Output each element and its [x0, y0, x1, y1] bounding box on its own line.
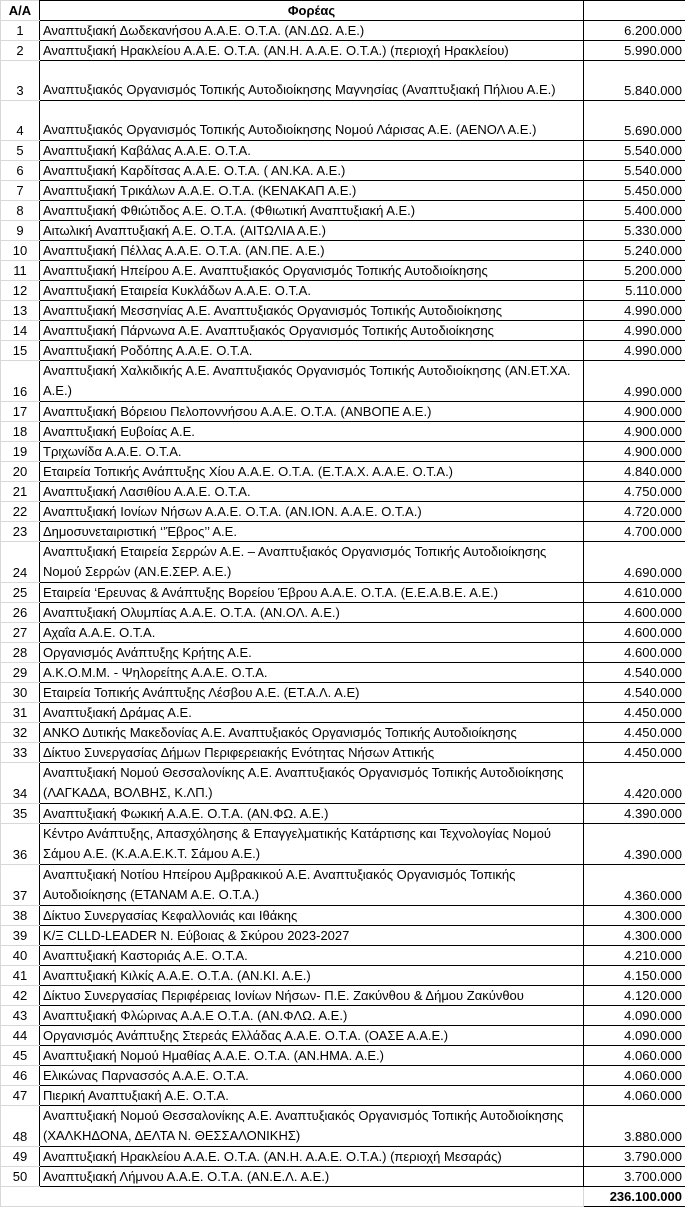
row-number[interactable]: 20 [1, 462, 40, 482]
table-row [1, 61, 685, 101]
row-amount[interactable]: 4.900.000 [584, 402, 685, 422]
table-row [1, 1066, 685, 1086]
row-amount[interactable]: 5.690.000 [584, 101, 685, 141]
row-amount[interactable]: 5.330.000 [584, 221, 685, 241]
row-amount[interactable]: 5.200.000 [584, 261, 685, 281]
table-row [1, 703, 685, 723]
table-row [1, 683, 685, 703]
row-number[interactable]: 42 [1, 986, 40, 1006]
row-name[interactable]: Αναπτυξιακή Μεσσηνίας Α.Ε. Αναπτυξιακός Οργανισμός Τοπικής Αυτοδιοίκησης [40, 301, 584, 321]
table-row [1, 926, 685, 946]
row-amount[interactable]: 4.060.000 [584, 1046, 685, 1066]
row-name[interactable]: Αχαΐα Α.Α.Ε. Ο.Τ.Α. [40, 623, 584, 643]
row-amount[interactable]: 4.450.000 [584, 723, 685, 743]
row-name[interactable]: Αναπτυξιακή Χαλκιδικής Α.Ε. Αναπτυξιακός Οργανισμός Τοπικής Αυτοδιοίκησης (ΑΝ.ΕΤ.ΧΑ. Α.Ε.) [40, 361, 584, 402]
row-number[interactable]: 26 [1, 603, 40, 623]
header-row [1, 1, 685, 21]
row-number[interactable]: 50 [1, 1167, 40, 1187]
row-amount[interactable]: 4.690.000 [584, 542, 685, 583]
row-number[interactable]: 38 [1, 906, 40, 926]
row-name[interactable]: Αναπτυξιακή Ηπείρου Α.Ε. Αναπτυξιακός Οργανισμός Τοπικής Αυτοδιοίκησης [40, 261, 584, 281]
row-number[interactable]: 10 [1, 241, 40, 261]
row-name[interactable]: Αναπτυξιακή Κιλκίς Α.Α.Ε. Ο.Τ.Α. (ΑΝ.ΚΙ. Α.Ε.) [40, 966, 584, 986]
table-row [1, 201, 685, 221]
table-row [1, 763, 685, 804]
row-name[interactable]: Αναπτυξιακή Ευβοίας Α.Ε. [40, 422, 584, 442]
row-amount[interactable]: 4.840.000 [584, 462, 685, 482]
table-row [1, 1147, 685, 1167]
row-amount[interactable]: 4.900.000 [584, 422, 685, 442]
row-number[interactable]: 37 [1, 865, 40, 906]
row-number[interactable]: 31 [1, 703, 40, 723]
row-name[interactable]: Ελικώνας Παρνασσός Α.Α.Ε. Ο.Τ.Α. [40, 1066, 584, 1086]
row-name[interactable]: Κ/Ξ CLLD-LEADER Ν. Εύβοιας & Σκύρου 2023-2027 [40, 926, 584, 946]
table-row [1, 1046, 685, 1066]
row-number[interactable]: 25 [1, 583, 40, 603]
row-name[interactable]: Αναπτυξιακή Βόρειου Πελοποννήσου Α.Α.Ε. Ο.Τ.Α. (ΑΝΒΟΠΕ Α.Ε.) [40, 402, 584, 422]
row-name[interactable]: Αναπτυξιακή Δωδεκανήσου Α.Α.Ε. Ο.Τ.Α. (ΑΝ.ΔΩ. Α.Ε.) [40, 21, 584, 41]
row-amount[interactable]: 5.990.000 [584, 41, 685, 61]
row-name[interactable]: Οργανισμός Ανάπτυξης Κρήτης Α.Ε. [40, 643, 584, 663]
row-number[interactable]: 14 [1, 321, 40, 341]
table-row [1, 906, 685, 926]
row-number[interactable]: 47 [1, 1086, 40, 1106]
row-name[interactable]: Αναπτυξιακή Νομού Ημαθίας Α.Α.Ε. Ο.Τ.Α. (ΑΝ.ΗΜΑ. Α.Ε.) [40, 1046, 584, 1066]
row-name[interactable]: Τριχωνίδα Α.Α.Ε. Ο.Τ.Α. [40, 442, 584, 462]
row-name[interactable]: Αναπτυξιακή Εταιρεία Σερρών Α.Ε. – Αναπτυξιακός Οργανισμός Τοπικής Αυτοδιοίκησης Νομού Σερρών (ΑΝ.Ε.ΣΕΡ. Α.Ε.) [40, 542, 584, 583]
row-number[interactable]: 28 [1, 643, 40, 663]
row-number[interactable]: 23 [1, 522, 40, 542]
row-name[interactable]: Δίκτυο Συνεργασίας Κεφαλλονιάς και Ιθάκης [40, 906, 584, 926]
table-body [1, 21, 685, 1187]
table-row [1, 1106, 685, 1147]
row-amount[interactable]: 4.750.000 [584, 482, 685, 502]
row-amount[interactable]: 3.880.000 [584, 1106, 685, 1147]
table-row [1, 41, 685, 61]
row-amount[interactable]: 4.420.000 [584, 763, 685, 804]
table-row [1, 221, 685, 241]
table-row [1, 301, 685, 321]
row-amount[interactable]: 4.360.000 [584, 865, 685, 906]
row-amount[interactable]: 5.540.000 [584, 141, 685, 161]
table-row [1, 865, 685, 906]
row-number[interactable]: 16 [1, 361, 40, 402]
row-name[interactable]: Αναπτυξιακή Καστοριάς Α.Ε. Ο.Τ.Α. [40, 946, 584, 966]
table-row [1, 663, 685, 683]
row-name[interactable]: Αναπτυξιακή Ηρακλείου Α.Α.Ε. Ο.Τ.Α. (ΑΝ.Η. Α.Α.Ε. Ο.Τ.Α.) (περιοχή Μεσαράς) [40, 1147, 584, 1167]
table-row [1, 141, 685, 161]
row-name[interactable]: Αναπτυξιακή Φλώρινας Α.Α.Ε Ο.Τ.Α. (ΑΝ.ΦΛΩ. Α.Ε.) [40, 1006, 584, 1026]
table-row [1, 281, 685, 301]
row-number[interactable]: 36 [1, 824, 40, 865]
total-aa-cell[interactable] [1, 1187, 40, 1207]
table-row [1, 261, 685, 281]
table-row [1, 482, 685, 502]
table-row [1, 402, 685, 422]
row-name[interactable]: Αναπτυξιακή Νομού Θεσσαλονίκης Α.Ε. Αναπτυξιακός Οργανισμός Τοπικής Αυτοδιοίκησης (ΛΑΓΚΑΔΑ, ΒΟΛΒΗΣ, Κ.ΛΠ.) [40, 763, 584, 804]
row-number[interactable]: 49 [1, 1147, 40, 1167]
row-name[interactable]: Εταιρεία Τοπικής Ανάπτυξης Λέσβου Α.Ε. (ΕΤ.Α.Λ. Α.Ε) [40, 683, 584, 703]
row-number[interactable]: 15 [1, 341, 40, 361]
row-amount[interactable]: 4.090.000 [584, 1026, 685, 1046]
row-name[interactable]: Αναπτυξιακή Νομού Θεσσαλονίκης Α.Ε. Αναπτυξιακός Οργανισμός Τοπικής Αυτοδιοίκησης (ΧΑΛΚΗΔΟΝΑ, ΔΕΛΤΑ Ν. ΘΕΣΣΑΛΟΝΙΚΗΣ) [40, 1106, 584, 1147]
row-amount[interactable]: 4.090.000 [584, 1006, 685, 1026]
row-number[interactable]: 45 [1, 1046, 40, 1066]
row-name[interactable]: Οργανισμός Ανάπτυξης Στερεάς Ελλάδας Α.Α.Ε. Ο.Τ.Α. (ΟΑΣΕ Α.Α.Ε.) [40, 1026, 584, 1046]
row-number[interactable]: 29 [1, 663, 40, 683]
row-number[interactable]: 21 [1, 482, 40, 502]
table-row [1, 161, 685, 181]
row-amount[interactable]: 4.150.000 [584, 966, 685, 986]
row-amount[interactable]: 3.790.000 [584, 1147, 685, 1167]
table-row [1, 361, 685, 402]
row-amount[interactable]: 4.600.000 [584, 643, 685, 663]
row-amount[interactable]: 4.540.000 [584, 663, 685, 683]
row-name[interactable]: Αναπτυξιακή Ηρακλείου Α.Α.Ε. Ο.Τ.Α. (ΑΝ.Η. Α.Α.Ε. Ο.Τ.Α.) (περιοχή Ηρακλείου) [40, 41, 584, 61]
table-row [1, 1026, 685, 1046]
row-number[interactable]: 43 [1, 1006, 40, 1026]
row-amount[interactable]: 5.110.000 [584, 281, 685, 301]
row-number[interactable]: 24 [1, 542, 40, 583]
row-name[interactable]: Αναπτυξιακή Δράμας Α.Ε. [40, 703, 584, 723]
header-aa[interactable]: Α/Α [1, 1, 40, 21]
table-row [1, 101, 685, 141]
row-number[interactable]: 5 [1, 141, 40, 161]
row-number[interactable]: 22 [1, 502, 40, 522]
row-number[interactable]: 7 [1, 181, 40, 201]
row-number[interactable]: 8 [1, 201, 40, 221]
table-row [1, 1167, 685, 1187]
table-row [1, 804, 685, 824]
row-amount[interactable]: 5.840.000 [584, 61, 685, 101]
row-amount[interactable]: 4.390.000 [584, 804, 685, 824]
row-name[interactable]: Αναπτυξιακή Ροδόπης Α.Α.Ε. Ο.Τ.Α. [40, 341, 584, 361]
table-row [1, 442, 685, 462]
row-number[interactable]: 4 [1, 101, 40, 141]
row-number[interactable]: 6 [1, 161, 40, 181]
row-name[interactable]: Αναπτυξιακή Νοτίου Ηπείρου Αμβρακικού Α.Ε. Αναπτυξιακός Οργανισμός Τοπικής Αυτοδιοίκησης (ΕΤΑΝΑΜ Α.Ε. Ο.Τ.Α.) [40, 865, 584, 906]
row-amount[interactable]: 3.700.000 [584, 1167, 685, 1187]
table-row [1, 341, 685, 361]
row-name[interactable]: Αναπτυξιακή Εταιρεία Κυκλάδων Α.Α.Ε. Ο.Τ.Α. [40, 281, 584, 301]
row-name[interactable]: Αιτωλική Αναπτυξιακή Α.Ε. Ο.Τ.Α. (ΑΙΤΩΛΙΑ Α.Ε.) [40, 221, 584, 241]
header-name[interactable]: Φορέας [40, 1, 584, 21]
row-amount[interactable]: 4.390.000 [584, 824, 685, 865]
row-number[interactable]: 17 [1, 402, 40, 422]
row-amount[interactable]: 6.200.000 [584, 21, 685, 41]
row-amount[interactable]: 4.990.000 [584, 361, 685, 402]
row-name[interactable]: Αναπτυξιακή Πέλλας Α.Α.Ε. Ο.Τ.Α. (ΑΝ.ΠΕ. Α.Ε.) [40, 241, 584, 261]
row-name[interactable]: Αναπτυξιακή Ιονίων Νήσων Α.Α.Ε. Ο.Τ.Α. (ΑΝ.ΙΟΝ. Α.Α.Ε. Ο.Τ.Α.) [40, 502, 584, 522]
table-row [1, 422, 685, 442]
row-amount[interactable]: 4.990.000 [584, 341, 685, 361]
row-name[interactable]: Δίκτυο Συνεργασίας Δήμων Περιφερειακής Ενότητας Νήσων Αττικής [40, 743, 584, 763]
row-number[interactable]: 1 [1, 21, 40, 41]
row-number[interactable]: 46 [1, 1066, 40, 1086]
row-amount[interactable]: 4.300.000 [584, 906, 685, 926]
total-label-cell[interactable] [40, 1187, 584, 1207]
row-number[interactable]: 41 [1, 966, 40, 986]
row-amount[interactable]: 4.450.000 [584, 703, 685, 723]
row-amount[interactable]: 4.700.000 [584, 522, 685, 542]
row-name[interactable]: Αναπτυξιακή Λασιθίου Α.Α.Ε. Ο.Τ.Α. [40, 482, 584, 502]
table-row [1, 583, 685, 603]
row-number[interactable]: 3 [1, 61, 40, 101]
row-name[interactable]: Αναπτυξιακή Ολυμπίας Α.Α.Ε. Ο.Τ.Α. (ΑΝ.ΟΛ. Α.Ε.) [40, 603, 584, 623]
table-row [1, 1006, 685, 1026]
row-number[interactable]: 13 [1, 301, 40, 321]
table-row [1, 241, 685, 261]
row-number[interactable]: 12 [1, 281, 40, 301]
row-amount[interactable]: 4.120.000 [584, 986, 685, 1006]
row-amount[interactable]: 4.210.000 [584, 946, 685, 966]
table-row [1, 623, 685, 643]
table-row [1, 522, 685, 542]
row-name[interactable]: Αναπτυξιακή Καρδίτσας Α.Α.Ε. Ο.Τ.Α. ( ΑΝ.ΚΑ. Α.Ε.) [40, 161, 584, 181]
row-number[interactable]: 39 [1, 926, 40, 946]
row-name[interactable]: Δημοσυνεταιριστική ‘’Έβρος’’ Α.Ε. [40, 522, 584, 542]
row-amount[interactable]: 4.600.000 [584, 603, 685, 623]
table-row [1, 643, 685, 663]
row-number[interactable]: 11 [1, 261, 40, 281]
row-amount[interactable]: 4.450.000 [584, 743, 685, 763]
table-row [1, 181, 685, 201]
row-name[interactable]: ΑΝΚΟ Δυτικής Μακεδονίας Α.Ε. Αναπτυξιακός Οργανισμός Τοπικής Αυτοδιοίκησης [40, 723, 584, 743]
row-name[interactable]: Αναπτυξιακή Τρικάλων Α.Α.Ε. Ο.Τ.Α. (ΚΕΝΑΚΑΠ Α.Ε.) [40, 181, 584, 201]
table-row [1, 946, 685, 966]
row-amount[interactable]: 4.600.000 [584, 623, 685, 643]
row-name[interactable]: Αναπτυξιακή Πάρνωνα Α.Ε. Αναπτυξιακός Οργανισμός Τοπικής Αυτοδιοίκησης [40, 321, 584, 341]
row-number[interactable]: 40 [1, 946, 40, 966]
row-number[interactable]: 18 [1, 422, 40, 442]
row-amount[interactable]: 5.400.000 [584, 201, 685, 221]
table-row [1, 21, 685, 41]
table-row [1, 723, 685, 743]
table-row [1, 824, 685, 865]
row-number[interactable]: 32 [1, 723, 40, 743]
row-number[interactable]: 27 [1, 623, 40, 643]
row-amount[interactable]: 4.540.000 [584, 683, 685, 703]
row-name[interactable]: Πιερική Αναπτυξιακή Α.Ε. Ο.Τ.Α. [40, 1086, 584, 1106]
table-row [1, 502, 685, 522]
total-row [1, 1187, 685, 1207]
table-row [1, 966, 685, 986]
table-row [1, 986, 685, 1006]
row-name[interactable]: Κέντρο Ανάπτυξης, Απασχόλησης & Επαγγελματικής Κατάρτισης και Τεχνολογίας Νομού Σάμου Α.Ε. (Κ.Α.Α.Ε.Κ.Τ. Σάμου Α.Ε.) [40, 824, 584, 865]
header-amount[interactable] [584, 1, 685, 21]
row-amount[interactable]: 4.610.000 [584, 583, 685, 603]
row-amount[interactable]: 4.990.000 [584, 321, 685, 341]
row-number[interactable]: 33 [1, 743, 40, 763]
table-row [1, 1086, 685, 1106]
row-name[interactable]: Εταιρεία ‘Ερευνας & Ανάπτυξης Βορείου Έβρου Α.Α.Ε. Ο.Τ.Α. (Ε.Ε.Α.Β.Ε. Α.Ε.) [40, 583, 584, 603]
row-name[interactable]: Αναπτυξιακή Φθιώτιδος Α.Ε. Ο.Τ.Α. (Φθιωτική Αναπτυξιακή Α.Ε.) [40, 201, 584, 221]
table-row [1, 321, 685, 341]
row-amount[interactable]: 4.990.000 [584, 301, 685, 321]
row-amount[interactable]: 5.540.000 [584, 161, 685, 181]
row-name[interactable]: Αναπτυξιακός Οργανισμός Τοπικής Αυτοδιοίκησης Μαγνησίας (Αναπτυξιακή Πήλιου Α.Ε.) [40, 61, 584, 101]
row-name[interactable]: Αναπτυξιακή Φωκική Α.Α.Ε. Ο.Τ.Α. (ΑΝ.ΦΩ. Α.Ε.) [40, 804, 584, 824]
table-row [1, 743, 685, 763]
row-name[interactable]: Αναπτυξιακή Καβάλας Α.Α.Ε. Ο.Τ.Α. [40, 141, 584, 161]
row-amount[interactable]: 4.060.000 [584, 1086, 685, 1106]
row-name[interactable]: Δίκτυο Συνεργασίας Περιφέρειας Ιονίων Νήσων- Π.Ε. Ζακύνθου & Δήμου Ζακύνθου [40, 986, 584, 1006]
total-amount[interactable]: 236.100.000 [584, 1187, 685, 1207]
row-number[interactable]: 44 [1, 1026, 40, 1046]
row-amount[interactable]: 5.450.000 [584, 181, 685, 201]
row-number[interactable]: 30 [1, 683, 40, 703]
table-row [1, 462, 685, 482]
row-amount[interactable]: 4.060.000 [584, 1066, 685, 1086]
row-name[interactable]: Αναπτυξιακός Οργανισμός Τοπικής Αυτοδιοίκησης Νομού Λάρισας Α.Ε. (ΑΕΝΟΛ Α.Ε.) [40, 101, 584, 141]
row-amount[interactable]: 4.300.000 [584, 926, 685, 946]
table-row [1, 542, 685, 583]
row-amount[interactable]: 5.240.000 [584, 241, 685, 261]
row-name[interactable]: Αναπτυξιακή Λήμνου Α.Α.Ε. Ο.Τ.Α. (ΑΝ.Ε.Λ. Α.Ε.) [40, 1167, 584, 1187]
row-name[interactable]: Εταιρεία Τοπικής Ανάπτυξης Χίου Α.Α.Ε. Ο.Τ.Α. (Ε.Τ.Α.Χ. Α.Α.Ε. Ο.Τ.Α.) [40, 462, 584, 482]
row-number[interactable]: 35 [1, 804, 40, 824]
row-amount[interactable]: 4.900.000 [584, 442, 685, 462]
row-number[interactable]: 34 [1, 763, 40, 804]
row-number[interactable]: 48 [1, 1106, 40, 1147]
table-row [1, 603, 685, 623]
row-number[interactable]: 19 [1, 442, 40, 462]
row-number[interactable]: 2 [1, 41, 40, 61]
row-amount[interactable]: 4.720.000 [584, 502, 685, 522]
row-name[interactable]: Α.Κ.Ο.Μ.Μ. - Ψηλορείτης Α.Α.Ε. Ο.Τ.Α. [40, 663, 584, 683]
row-number[interactable]: 9 [1, 221, 40, 241]
